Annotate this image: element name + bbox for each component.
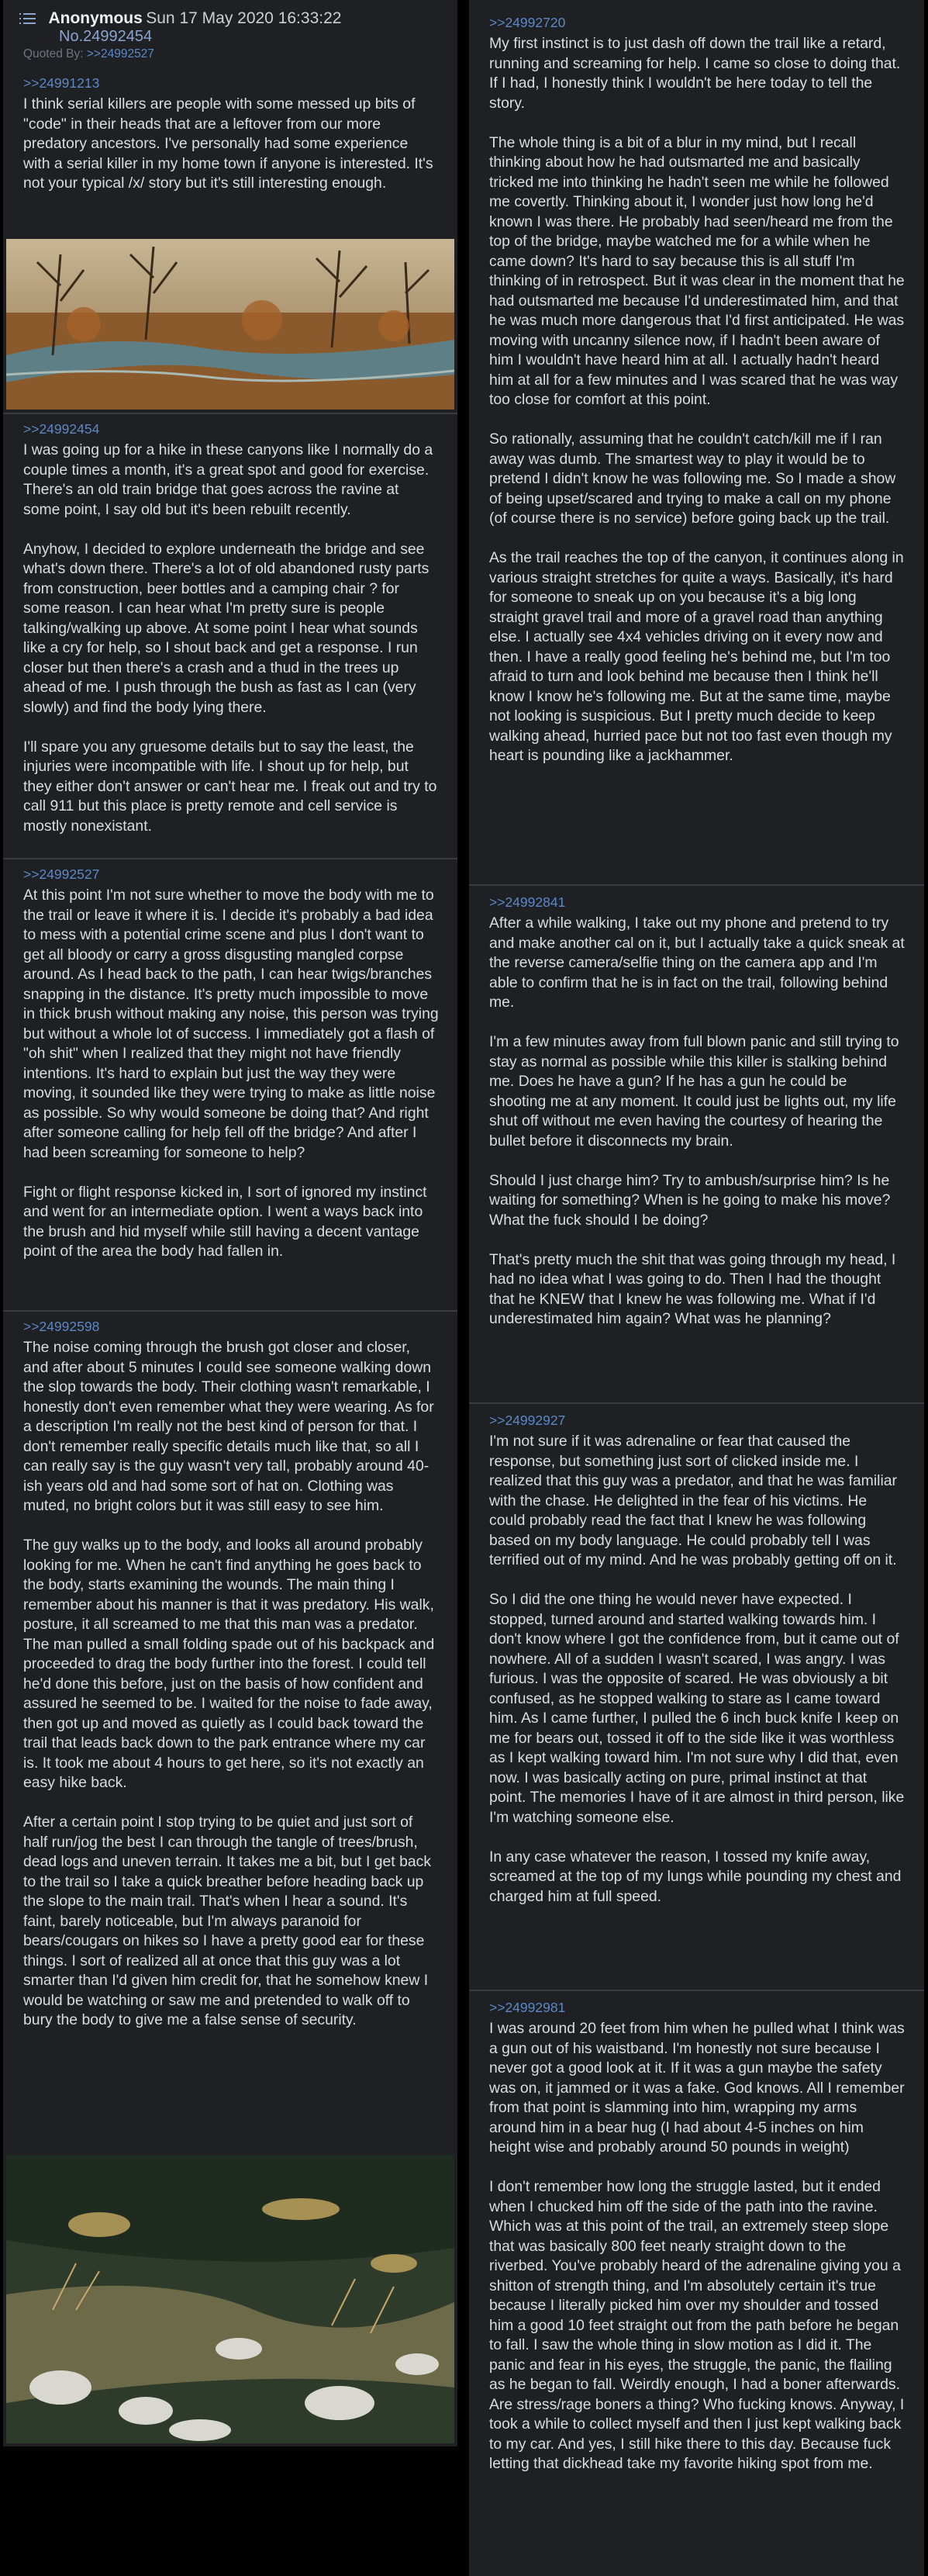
river-painting-image <box>6 239 454 410</box>
post-number[interactable]: No.24992454 <box>59 28 153 45</box>
post-24992598 <box>3 1310 457 2152</box>
post-date: Sun 17 May 2020 16:33:22 <box>146 9 342 27</box>
post-24992454 <box>3 413 457 858</box>
post-body: At this point I'm not sure whether to move the body with me to the trail or leave it where it is. I decide it's probably a bad idea to mess with a potential crime scene and plus I don't want to get all bloody or carry a gross disgusting mangled corpse around. As I head back to the path, I can hear twigs/branches snapping in the distance. It's pretty much impossible to move in thick brush without making any noise, this person was trying but without a whole lot of success. I immediately got a flash of "oh shit" when I realized that they might not have friendly intentions. It's hard to explain but just the way they were moving, it sounded like they were trying to make as little noise as possible. So why would someone be doing that? And right after someone calling for help fell off the bridge? And after I had been screaming for someone to help? Fight or flight response kicked in, I sort of ignored my instinct and went for an intermediate option. I went a ways back into the brush and hid myself while still having a decent vantage point of the area the body had fallen in. <box>23 887 439 1260</box>
post-body: I was around 20 feet from him when he pulled what I think was a gun out of his waistband. I'm honestly not sure because I never got a good look at it. If it was a gun maybe the safety was on, it jammed or it was a fake. God knows. All I remember from that point is slamming into him, wrapping my arms around him in a bear hug (I had about 4-5 inches on him height wise and probably around 50 pounds in weight) I don't remember how long the struggle lasted, but it ended when I chucked him off the side of the path into the ravine. Which was at this point of the trail, an extremely steep slope that was basically 800 feet nearly straight down to the riverbed. You've probably heard of the adrenaline giving you a shitton of strength thing, and I'm absolutely certain it's true because I literally picked him over my shoulder and tossed him a good 10 feet straight out from the path before he began to fall. I saw the whole thing in slow motion as I did it. The panic and fear in his eyes, the struggle, the panic, the flailing as he began to fall. Weirdly enough, I had a boner afterwards. Are stress/rage boners a thing? Who fucking knows. Anyway, I took a while to collect myself and then I just kept walking back to my car. And yes, I still hike there to this day. Because fuck letting that dickhead take my favorite hiking spot from me. <box>489 2020 905 2472</box>
left-column <box>3 0 457 2446</box>
right-column <box>469 0 924 2576</box>
op-header <box>3 0 457 74</box>
post-24992927 <box>469 1402 924 1990</box>
post-body: After a while walking, I take out my phone and pretend to try and make another cal on it, but I actually take a quick sneak at the reverse camera/selfie thing on the camera app and I'm able to confirm that he is in fact on the trail, following behind me. I'm a few minutes away from full blown panic and still trying to stay as normal as possible while this killer is stalking behind me. Does he have a gun? If he has a gun he could be shooting me at any moment. It could just be lights out, my life shut off without me even having the courtesy of hearing the bullet before it disconnects my brain. Should I just charge him? Try to ambush/surprise him? Is he waiting for something? When is he going to make his move? What the fuck should I be doing? That's pretty much the shit that was going through my head, I had no idea what I was going to do. Then I had the thought that he KNEW that I knew he was following me. What if I'd underestimated him again? What was he planning? <box>489 915 905 1327</box>
post-24992841 <box>469 884 924 1402</box>
post-id-link[interactable]: >>24992527 <box>23 866 100 882</box>
menu-icon[interactable] <box>23 13 36 24</box>
post-image-forest-stream[interactable] <box>3 2152 457 2446</box>
quoted-by-link[interactable]: >>24992527 <box>86 47 154 61</box>
post-body: The noise coming through the brush got closer and closer, and after about 5 minutes I could see someone walking down the slop towards the body. Their clothing wasn't remarkable, I honestly don't even remember what they were wearing. As for a description I'm really not the best kind of person for that. I don't remember really specific details much like that, so all I can really say is the guy wasn't very tall, probably around 40-ish years old and had some sort of hat on. Clothing was muted, no bright colors but it was still easy to see him. The guy walks up to the body, and looks all around probably looking for me. When he can't find anything he goes back to the body, starts examining the wounds. The main thing I remember about his manner is that it was predatory. His walk, posture, it all screamed to me that this man was a predator. The man pulled a small folding spade out of his backpack and proceeded to drag the body further into the forest. I could tell he'd done this before, just on the basis of how confident and assured he seemed to be. I waited for the noise to fade away, then got up and moved as quietly as I could back toward the trail that leads back down to the park entrance where my car is. It took me about 4 hours to get here, so it's not exactly an easy hike back. After a certain point I stop trying to be quiet and just sort of half run/jog the best I can through the tangle of trees/brush, dead logs and uneven terrain. It takes me a bit, but I get back to the trail so I take a quick breather before heading back up the slope to the main trail. That's when I hear a sound. It's faint, barely noticeable, but I'm always paranoid for bears/cougars on hikes so I have a pretty good ear for these things. I sort of realized all at once that this guy was a lot smarter than I'd given him credit for, that he somehow knew I would be watching or saw me and pretended to walk off to bury the body to give me a false sense of security. <box>23 1339 435 2028</box>
post-id-link[interactable]: >>24991213 <box>23 75 100 91</box>
post-id-link[interactable]: >>24992927 <box>489 1412 566 1428</box>
post-24992527 <box>3 858 457 1310</box>
post-body: My first instinct is to just dash off down the trail like a retard, running and screaming for help. I came so close to doing that. If I had, I honestly think I wouldn't be here today to tell the story. The whole thing is a bit of a blur in my mind, but I recall thinking about how he had outsmarted me and basically tricked me into thinking he hadn't seen me while he followed me covertly. Thinking about it, I wonder just how long he'd known I was there. He probably had seen/heard me from the top of the bridge, maybe watched me for a while when he came down? It's hard to say because this is all stuff I'm thinking of in retrospect. But it was clear in the moment that he had outsmarted me because I'd underestimated him, and that he was much more dangerous that I'd first anticipated. He was moving with uncanny silence now, if I hadn't been aware of him I wouldn't have heard him at all. I actually hadn't heard him at all for a few minutes and I was scared that he was way too close for comfort at this point. So rationally, assuming that he couldn't catch/kill me if I ran away was dumb. The smartest way to play it would be to pretend I didn't know he was following me. So I made a show of being upset/scared and trying to make a call on my phone (of course there is no service) before going back up the trail. As the trail reaches the top of the canyon, it continues along in various straight stretches for quite a ways. Basically, it's hard for someone to sneak up on you because it's a big long straight gravel trail and more of a gravel road than anything else. I actually see 4x4 vehicles driving on it every now and then. I have a really good feeling he's behind me, but I'm too afraid to turn and look behind me because then I think he'll know I know he's following me. But at the same time, maybe not looking is suspicious. But I pretty much decide to keep walking ahead, hurried pace but not too fast even though my heart is pounding like a jackhammer. <box>489 35 905 764</box>
quoted-by <box>23 47 442 61</box>
forest-stream-painting-image <box>6 2155 454 2443</box>
post-id-link[interactable]: >>24992720 <box>489 15 566 30</box>
post-24992720 <box>469 0 924 884</box>
post-body: I think serial killers are people with some messed up bits of "code" in their heads that are a leftover from our more predatory ancestors. I've personally had some experience with a serial killer in my home town if anyone is interested. It's not your typical /x/ story but it's still interesting enough. <box>23 95 437 192</box>
post-body: I'm not sure if it was adrenaline or fear that caused the response, but something just sort of clicked inside me. I realized that this guy was a predator, and that he was familiar with the chase. He delighted in the fear of his victims. He could probably read the fact that I knew he was following based on my body language. He could probably tell I was terrified out of my mind. And he was probably getting off on it. So I did the one thing he would never have expected. I stopped, turned around and started walking towards him. I don't know where I got the confidence from, but it came out of nowhere. All of a sudden I wasn't scared, I was angry. I was furious. I was the opposite of scared. He was obviously a bit confused, as he stopped walking to stare as I came toward him. As I came further, I pulled the 6 inch buck knife I keep on me for bears out, tossed it off to the side like it was worthless as I kept walking toward him. I'm not sure why I did that, even now. I was basically acting on pure, primal instinct at that point. The memories I have of it are almost in third person, like I'm watching someone else. In any case whatever the reason, I tossed my knife away, screamed at the top of my lungs while pounding my chest and charged him at full speed. <box>489 1433 905 1905</box>
poster-name: Anonymous <box>48 9 143 27</box>
post-body: I was going up for a hike in these canyons like I normally do a couple times a month, it's a great spot and good for exercise. There's an old train bridge that goes across the ravine at some point, I say old but it's been rebuilt recently. Anyhow, I decided to explore underneath the bridge and see what's down there. There's a lot of old abandoned rusty parts from construction, beer bottles and a camping chair ? for some reason. I can hear what I'm pretty sure is people talking/walking up above. At some point I hear what sounds like a cry for help, so I shout back and get a response. I run closer but then there's a crash and a thud in the trees up ahead of me. I push through the bush as fast as I can (very slowly) and find the body lying there. I'll spare you any gruesome details but to say the least, the injuries were incompatible with life. I shout up for help, but they either don't answer or can't hear me. I freak out and try to call 911 but this place is pretty remote and cell service is mostly nonexistant. <box>23 441 437 835</box>
post-id-link[interactable]: >>24992841 <box>489 894 566 910</box>
post-24992981 <box>469 1990 924 2576</box>
post-24991213 <box>3 74 457 236</box>
post-id-link[interactable]: >>24992598 <box>23 1319 100 1334</box>
post-id-link[interactable]: >>24992454 <box>23 421 100 437</box>
post-id-link[interactable]: >>24992981 <box>489 2000 566 2015</box>
quoted-by-label: Quoted By: <box>23 47 84 61</box>
post-image-river[interactable] <box>3 236 457 413</box>
